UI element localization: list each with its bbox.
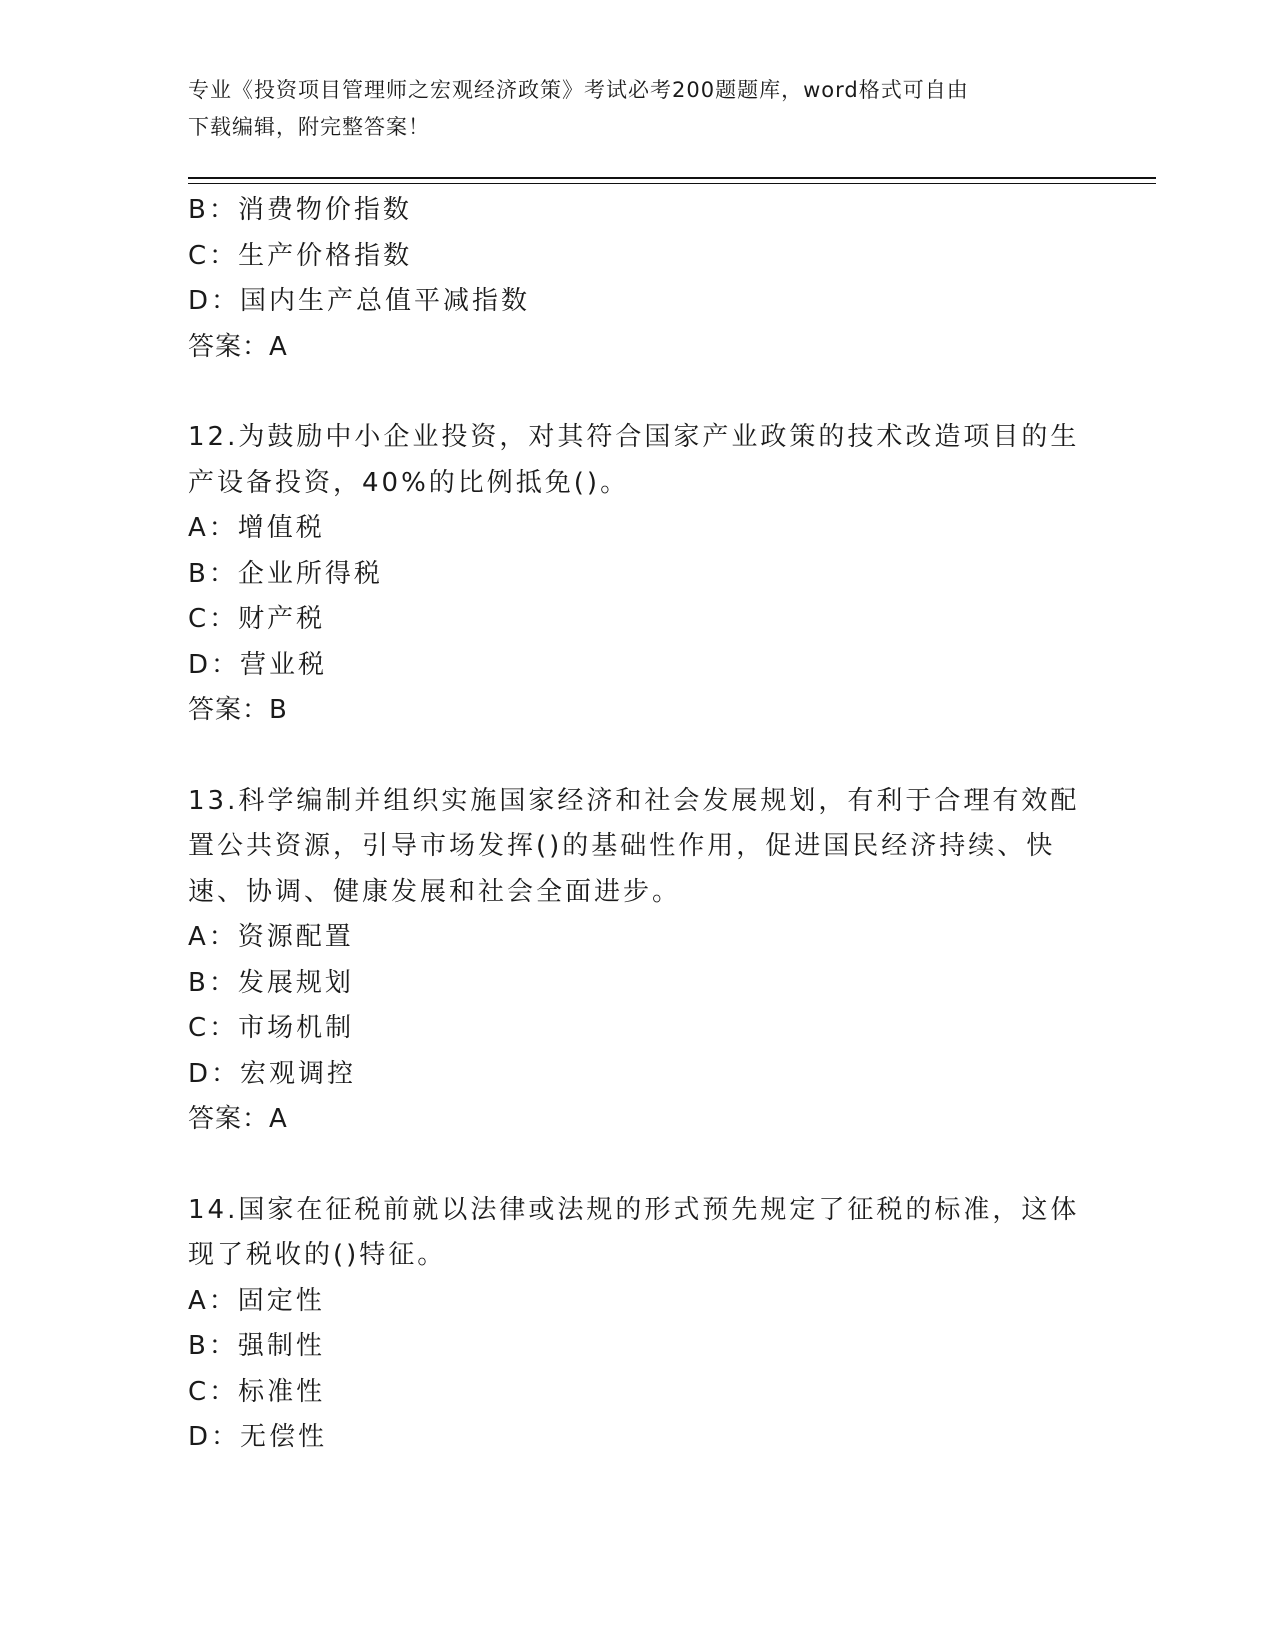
option-c: C：生产价格指数: [188, 240, 413, 271]
document-header: [188, 72, 1068, 146]
option-b: B：发展规划: [188, 967, 354, 998]
question-text-line: 13.科学编制并组织实施国家经济和社会发展规划，有利于合理有效配: [188, 785, 1080, 816]
option-c: C：市场机制: [188, 1013, 355, 1043]
header-rule-thick: [188, 177, 1156, 179]
question-11-continued: [188, 188, 1078, 370]
option-b: B：强制性: [188, 1331, 325, 1361]
option-a: A：资源配置: [188, 922, 354, 952]
option-a: A：增值税: [188, 513, 325, 543]
question-list: [188, 188, 1078, 1461]
option-d: D：宏观调控: [188, 1058, 357, 1089]
answer: 答案：B: [188, 695, 288, 725]
option-d: D：国内生产总值平减指数: [188, 286, 531, 316]
header-line-1: 专业《投资项目管理师之宏观经济政策》考试必考200题题库，word格式可自由: [188, 78, 969, 102]
answer: 答案：A: [188, 1104, 288, 1134]
header-line-2: 下载编辑，附完整答案！: [188, 115, 430, 139]
header-rule-thin: [188, 183, 1156, 184]
question-text-line: 置公共资源，引导市场发挥()的基础性作用，促进国民经济持续、快: [188, 831, 1056, 861]
question-text-line: 速、协调、健康发展和社会全面进步。: [188, 876, 682, 907]
spacer: [188, 370, 1078, 415]
spacer: [188, 1143, 1078, 1188]
option-a: A：固定性: [188, 1285, 325, 1316]
option-d: D：无偿性: [188, 1422, 328, 1452]
question-14: [188, 1188, 1078, 1461]
question-13: [188, 779, 1078, 1143]
option-c: C：标准性: [188, 1376, 326, 1407]
answer: 答案：A: [188, 331, 288, 362]
option-c: C：财产税: [188, 604, 326, 634]
question-12: [188, 415, 1078, 734]
question-text-line: 14.国家在征税前就以法律或法规的形式预先规定了征税的标准，这体: [188, 1194, 1080, 1225]
question-text-line: 现了税收的()特征。: [188, 1240, 447, 1270]
question-text-line: 12.为鼓励中小企业投资，对其符合国家产业政策的技术改造项目的生: [188, 422, 1080, 452]
question-text-line: 产设备投资，40%的比例抵免()。: [188, 467, 630, 498]
spacer: [188, 734, 1078, 779]
option-b: B：消费物价指数: [188, 195, 412, 225]
option-d: D：营业税: [188, 649, 328, 680]
option-b: B：企业所得税: [188, 558, 383, 589]
